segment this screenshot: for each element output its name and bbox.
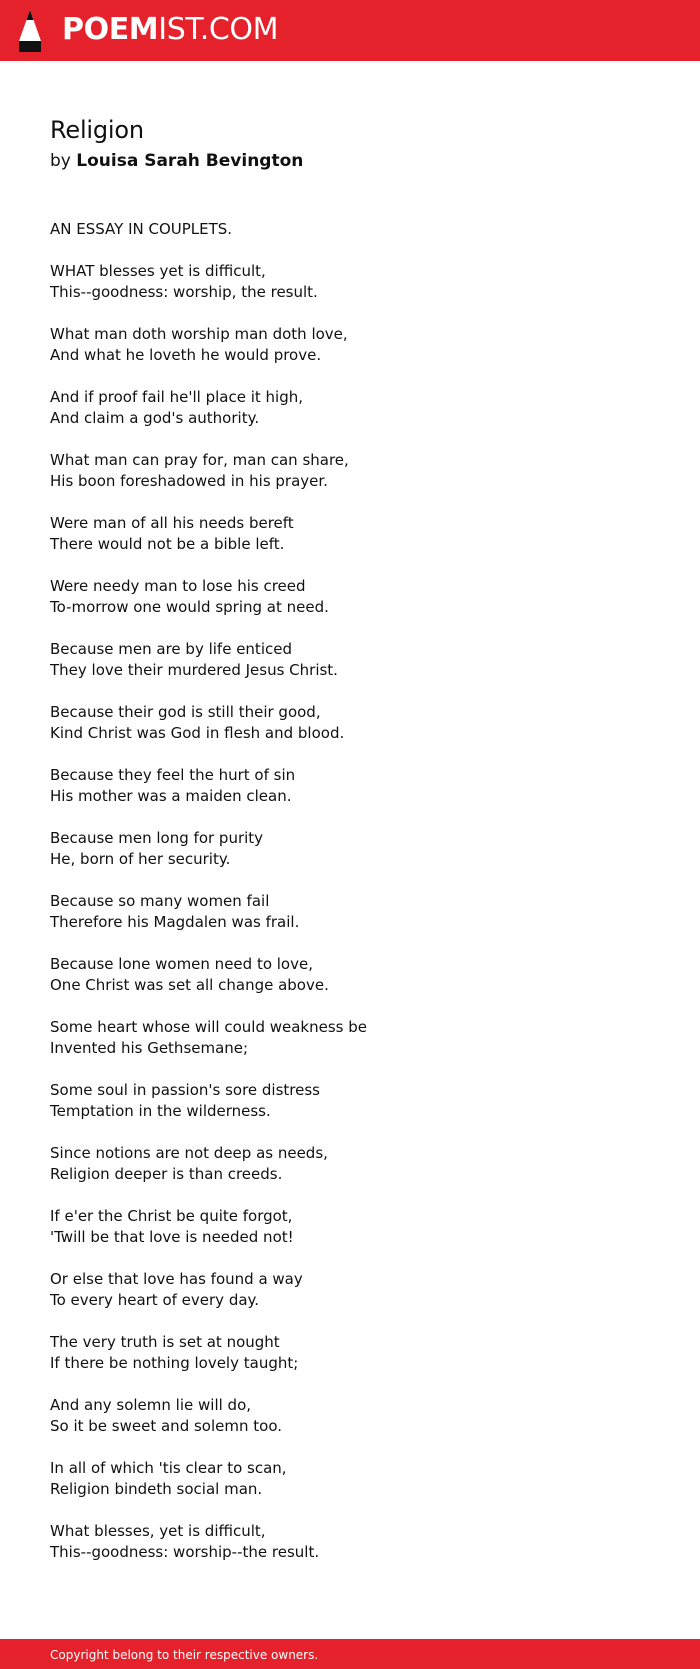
poem-line: What man doth worship man doth love, [50,325,348,343]
poem-line: This--goodness: worship, the result. [50,283,318,301]
poem-stanza [50,261,650,303]
poem-line: He, born of her security. [50,850,231,868]
author-byline [50,150,650,172]
poem-line: If there be nothing lovely taught; [50,1354,299,1372]
site-footer [0,1639,700,1669]
poem-line: What man can pray for, man can share, [50,451,349,469]
poem-line: Since notions are not deep as needs, [50,1144,328,1162]
poem-stanza [50,828,650,870]
poem-line: AN ESSAY IN COUPLETS. [50,220,233,238]
poem-line: Because lone women need to love, [50,955,313,973]
poem-stanza [50,954,650,996]
poem-line: And if proof fail he'll place it high, [50,388,303,406]
poem-line: Invented his Gethsemane; [50,1039,249,1057]
poem-line: 'Twill be that love is needed not! [50,1228,294,1246]
poem-stanza [50,1332,650,1374]
poem-stanza [50,1521,650,1563]
poem-body [50,219,650,1563]
poem-stanza [50,1017,650,1059]
poem-line: They love their murdered Jesus Christ. [50,661,338,679]
poem-line: To every heart of every day. [50,1291,260,1309]
poem-line: The very truth is set at nought [50,1333,280,1351]
site-header [0,0,700,61]
poem-stanza [50,513,650,555]
poem-line: Some soul in passion's sore distress [50,1081,320,1099]
poem-line: His mother was a maiden clean. [50,787,292,805]
poem-line: Because men long for purity [50,829,264,847]
poem-line: Because they feel the hurt of sin [50,766,296,784]
poem-line: Or else that love has found a way [50,1270,303,1288]
poem-line: In all of which 'tis clear to scan, [50,1459,287,1477]
poem-stanza [50,1458,650,1500]
poem-stanza [50,219,650,240]
logo-bold-text: POEM [62,12,159,47]
poem-line: Religion deeper is than creeds. [50,1165,283,1183]
poem-line: Because so many women fail [50,892,270,910]
poem-line: WHAT blesses yet is difficult, [50,262,266,280]
poem-line: Were needy man to lose his creed [50,577,306,595]
poem-stanza [50,387,650,429]
poem-title: Religion [50,116,144,144]
poem-content [50,110,650,1584]
poem-line: What blesses, yet is difficult, [50,1522,266,1540]
poem-line: And any solemn lie will do, [50,1396,252,1414]
poem-stanza [50,1143,650,1185]
poem-stanza [50,1206,650,1248]
poem-stanza [50,1080,650,1122]
poem-line: Because their god is still their good, [50,703,321,721]
poem-line: And claim a god's authority. [50,409,260,427]
pencil-logo-icon[interactable] [18,10,42,52]
by-label: by [50,151,71,171]
logo-light-text: IST.COM [158,12,279,47]
poem-line: This--goodness: worship--the result. [50,1543,320,1561]
poem-stanza [50,324,650,366]
poem-stanza [50,1395,650,1437]
poem-line: So it be sweet and solemn too. [50,1417,282,1435]
author-name: Louisa Sarah Bevington [76,151,304,171]
poem-line: If e'er the Christ be quite forgot, [50,1207,293,1225]
poem-line: Kind Christ was God in flesh and blood. [50,724,345,742]
poem-stanza [50,576,650,618]
poem-line: One Christ was set all change above. [50,976,329,994]
poem-stanza [50,639,650,681]
poem-line: Religion bindeth social man. [50,1480,263,1498]
poem-stanza [50,450,650,492]
poem-line: To-morrow one would spring at need. [50,598,329,616]
copyright-text: Copyright belong to their respective owners. [50,1648,319,1662]
site-logo[interactable] [62,11,278,49]
poem-line: His boon foreshadowed in his prayer. [50,472,328,490]
poem-line: And what he loveth he would prove. [50,346,322,364]
poem-line: Because men are by life enticed [50,640,292,658]
poem-line: Were man of all his needs bereft [50,514,294,532]
poem-stanza [50,702,650,744]
poem-line: Therefore his Magdalen was frail. [50,913,300,931]
poem-line: There would not be a bible left. [50,535,285,553]
poem-stanza [50,891,650,933]
poem-stanza [50,765,650,807]
poem-stanza [50,1269,650,1311]
poem-line: Some heart whose will could weakness be [50,1018,367,1036]
poem-line: Temptation in the wilderness. [50,1102,271,1120]
